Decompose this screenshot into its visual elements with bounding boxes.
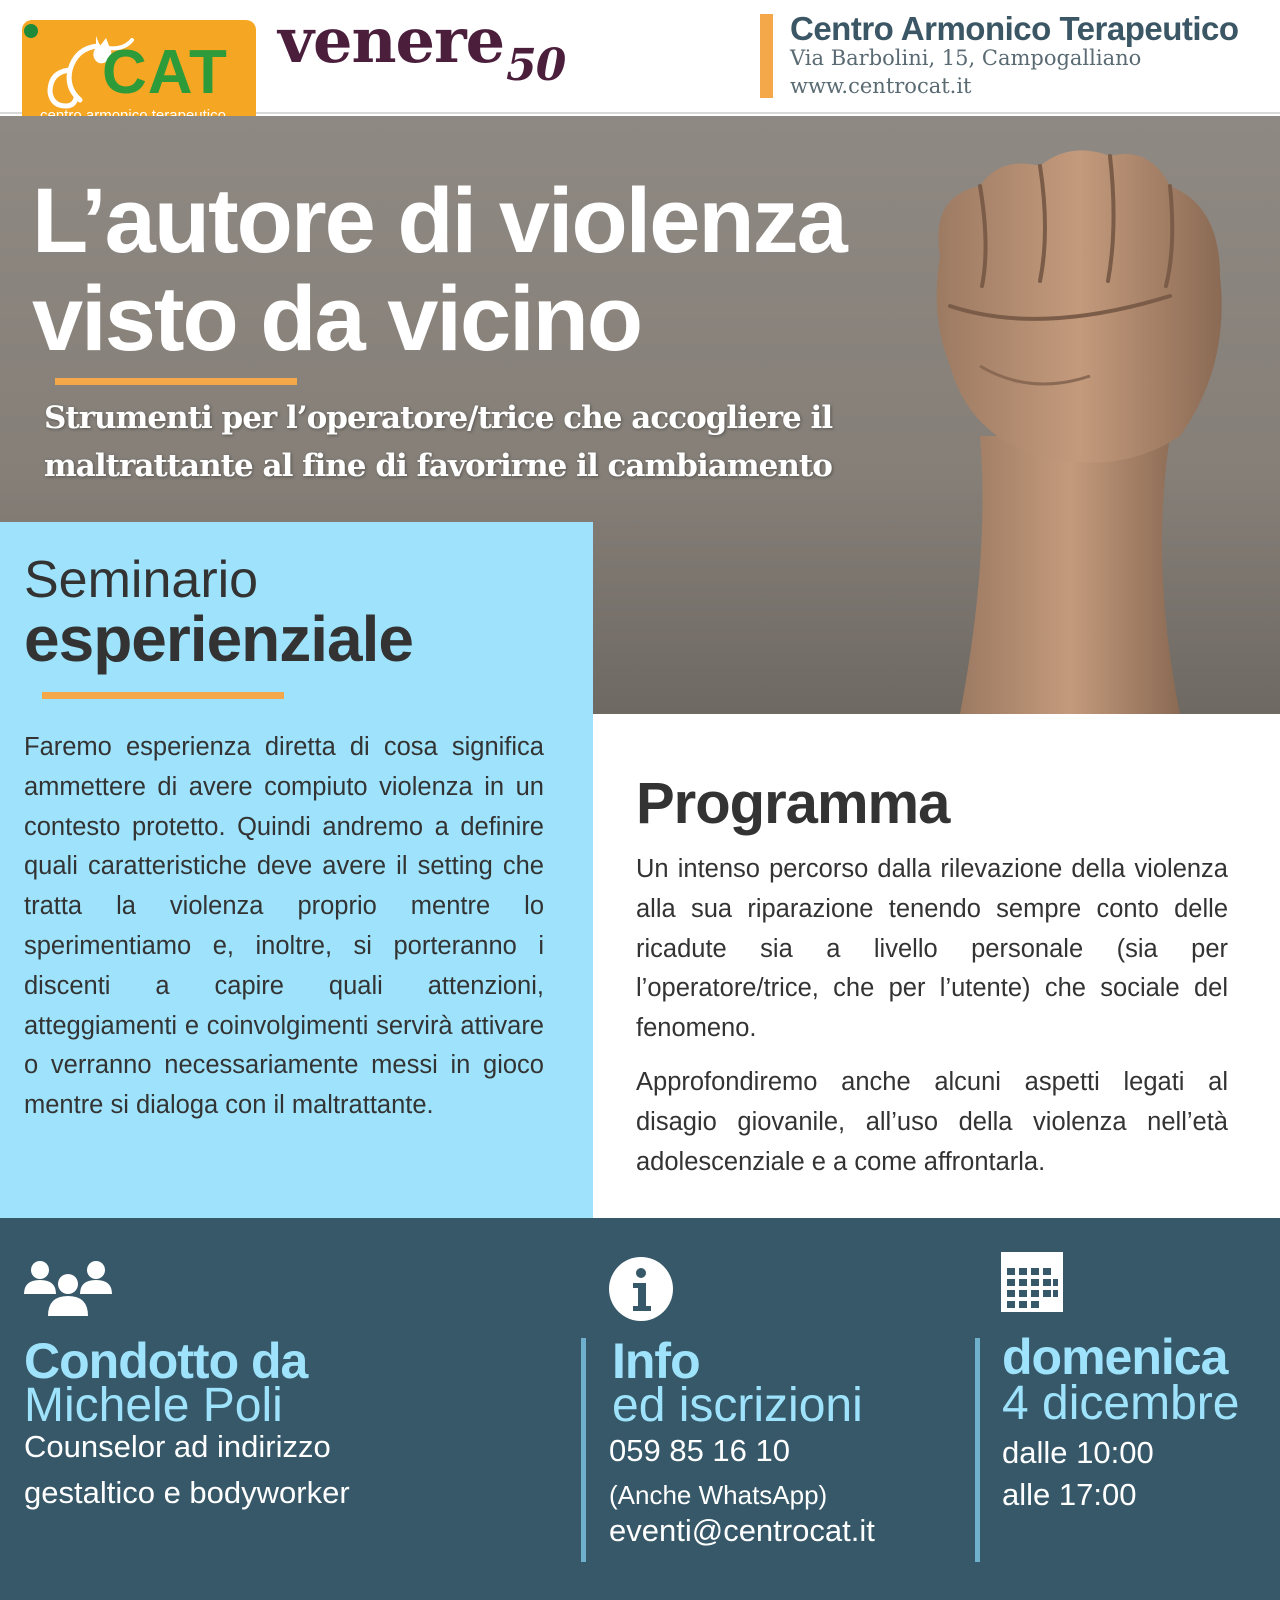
- seminar-title-line2: esperienziale: [24, 603, 413, 675]
- conductor-role-line2: gestaltico e bodyworker: [24, 1475, 350, 1510]
- seminar-panel: [0, 522, 593, 1218]
- header-bar: [0, 0, 1280, 114]
- info-heading: Info: [612, 1333, 700, 1389]
- conductor-name: Michele Poli: [24, 1379, 283, 1432]
- date-day: 4 dicembre: [1002, 1377, 1240, 1430]
- org-website-link[interactable]: www.centrocat.it: [790, 74, 972, 98]
- footer-separator-2: [975, 1338, 980, 1562]
- hero-title-line1: L’autore di violenza: [32, 170, 846, 272]
- date-time-from: dalle 10:00: [1002, 1435, 1154, 1470]
- info-phone-note: (Anche WhatsApp): [609, 1480, 828, 1510]
- people-group-icon: [22, 1260, 114, 1318]
- seminar-description: Faremo esperienza diretta di cosa significa ammettere di avere compiuto violenza in un contesto protetto. Quindi andremo a definire quali caratteristiche deve avere il setting che tratta la violenza proprio mentre lo sperimentiamo e, inoltre, si porteranno i discenti a capire quali attenzioni, atteggiamenti e coinvolgimenti servirà attivare o verranno necessariamente messi in gioco mentre si dialoga con il maltrattante.: [24, 733, 544, 1120]
- hero-divider: [55, 378, 297, 385]
- partner-logo: [278, 4, 566, 91]
- info-subheading: ed iscrizioni: [612, 1379, 863, 1432]
- partner-word: venere: [278, 4, 505, 77]
- date-time-to: alle 17:00: [1002, 1477, 1137, 1512]
- org-address: Via Barbolini, 15, Campogalliano: [790, 46, 1142, 70]
- org-name: Centro Armonico Terapeutico: [790, 10, 1239, 47]
- raised-fist-icon: [920, 136, 1260, 714]
- hero-subtitle-line2: maltrattante al fine di favorirne il cambiamento: [44, 448, 832, 484]
- cat-logo: [22, 20, 256, 128]
- hero-subtitle: [44, 394, 904, 490]
- hero-title: [32, 172, 846, 368]
- info-phone-link[interactable]: 059 85 16 10: [609, 1433, 791, 1468]
- date-weekday: domenica: [1002, 1329, 1228, 1385]
- hero-subtitle-line1: Strumenti per l’operatore/trice che accogliere il: [44, 400, 833, 436]
- org-accent-bar: [760, 14, 773, 98]
- program-paragraph-2: Approfondiremo anche alcuni aspetti legati al disagio giovanile, all’uso della violenza nell’età adolescenziale e a come affrontarla.: [636, 1068, 1228, 1176]
- footer-panel: [0, 1218, 1280, 1600]
- info-icon: [608, 1256, 674, 1322]
- footer-separator-1: [581, 1338, 586, 1562]
- hero-title-line2: visto da vicino: [32, 268, 642, 370]
- conductor-role-line1: Counselor ad indirizzo: [24, 1429, 331, 1464]
- conductor-heading: Condotto da: [24, 1333, 308, 1389]
- program-title: Programma: [636, 771, 950, 836]
- seminar-divider: [42, 692, 284, 699]
- logo-dot: [24, 24, 38, 38]
- logo-word: CAT: [102, 38, 228, 107]
- seminar-title-line1: Seminario: [24, 551, 259, 609]
- calendar-icon: [1001, 1252, 1063, 1312]
- program-paragraph-1: Un intenso percorso dalla rilevazione della violenza alla sua riparazione tenendo sempre conto delle ricadute sia a livello personale (sia per l’operatore/trice, che per l’utente) che sociale del fenomeno.: [636, 855, 1228, 1043]
- partner-number: 50: [506, 40, 566, 91]
- info-email-link[interactable]: eventi@centrocat.it: [609, 1513, 875, 1548]
